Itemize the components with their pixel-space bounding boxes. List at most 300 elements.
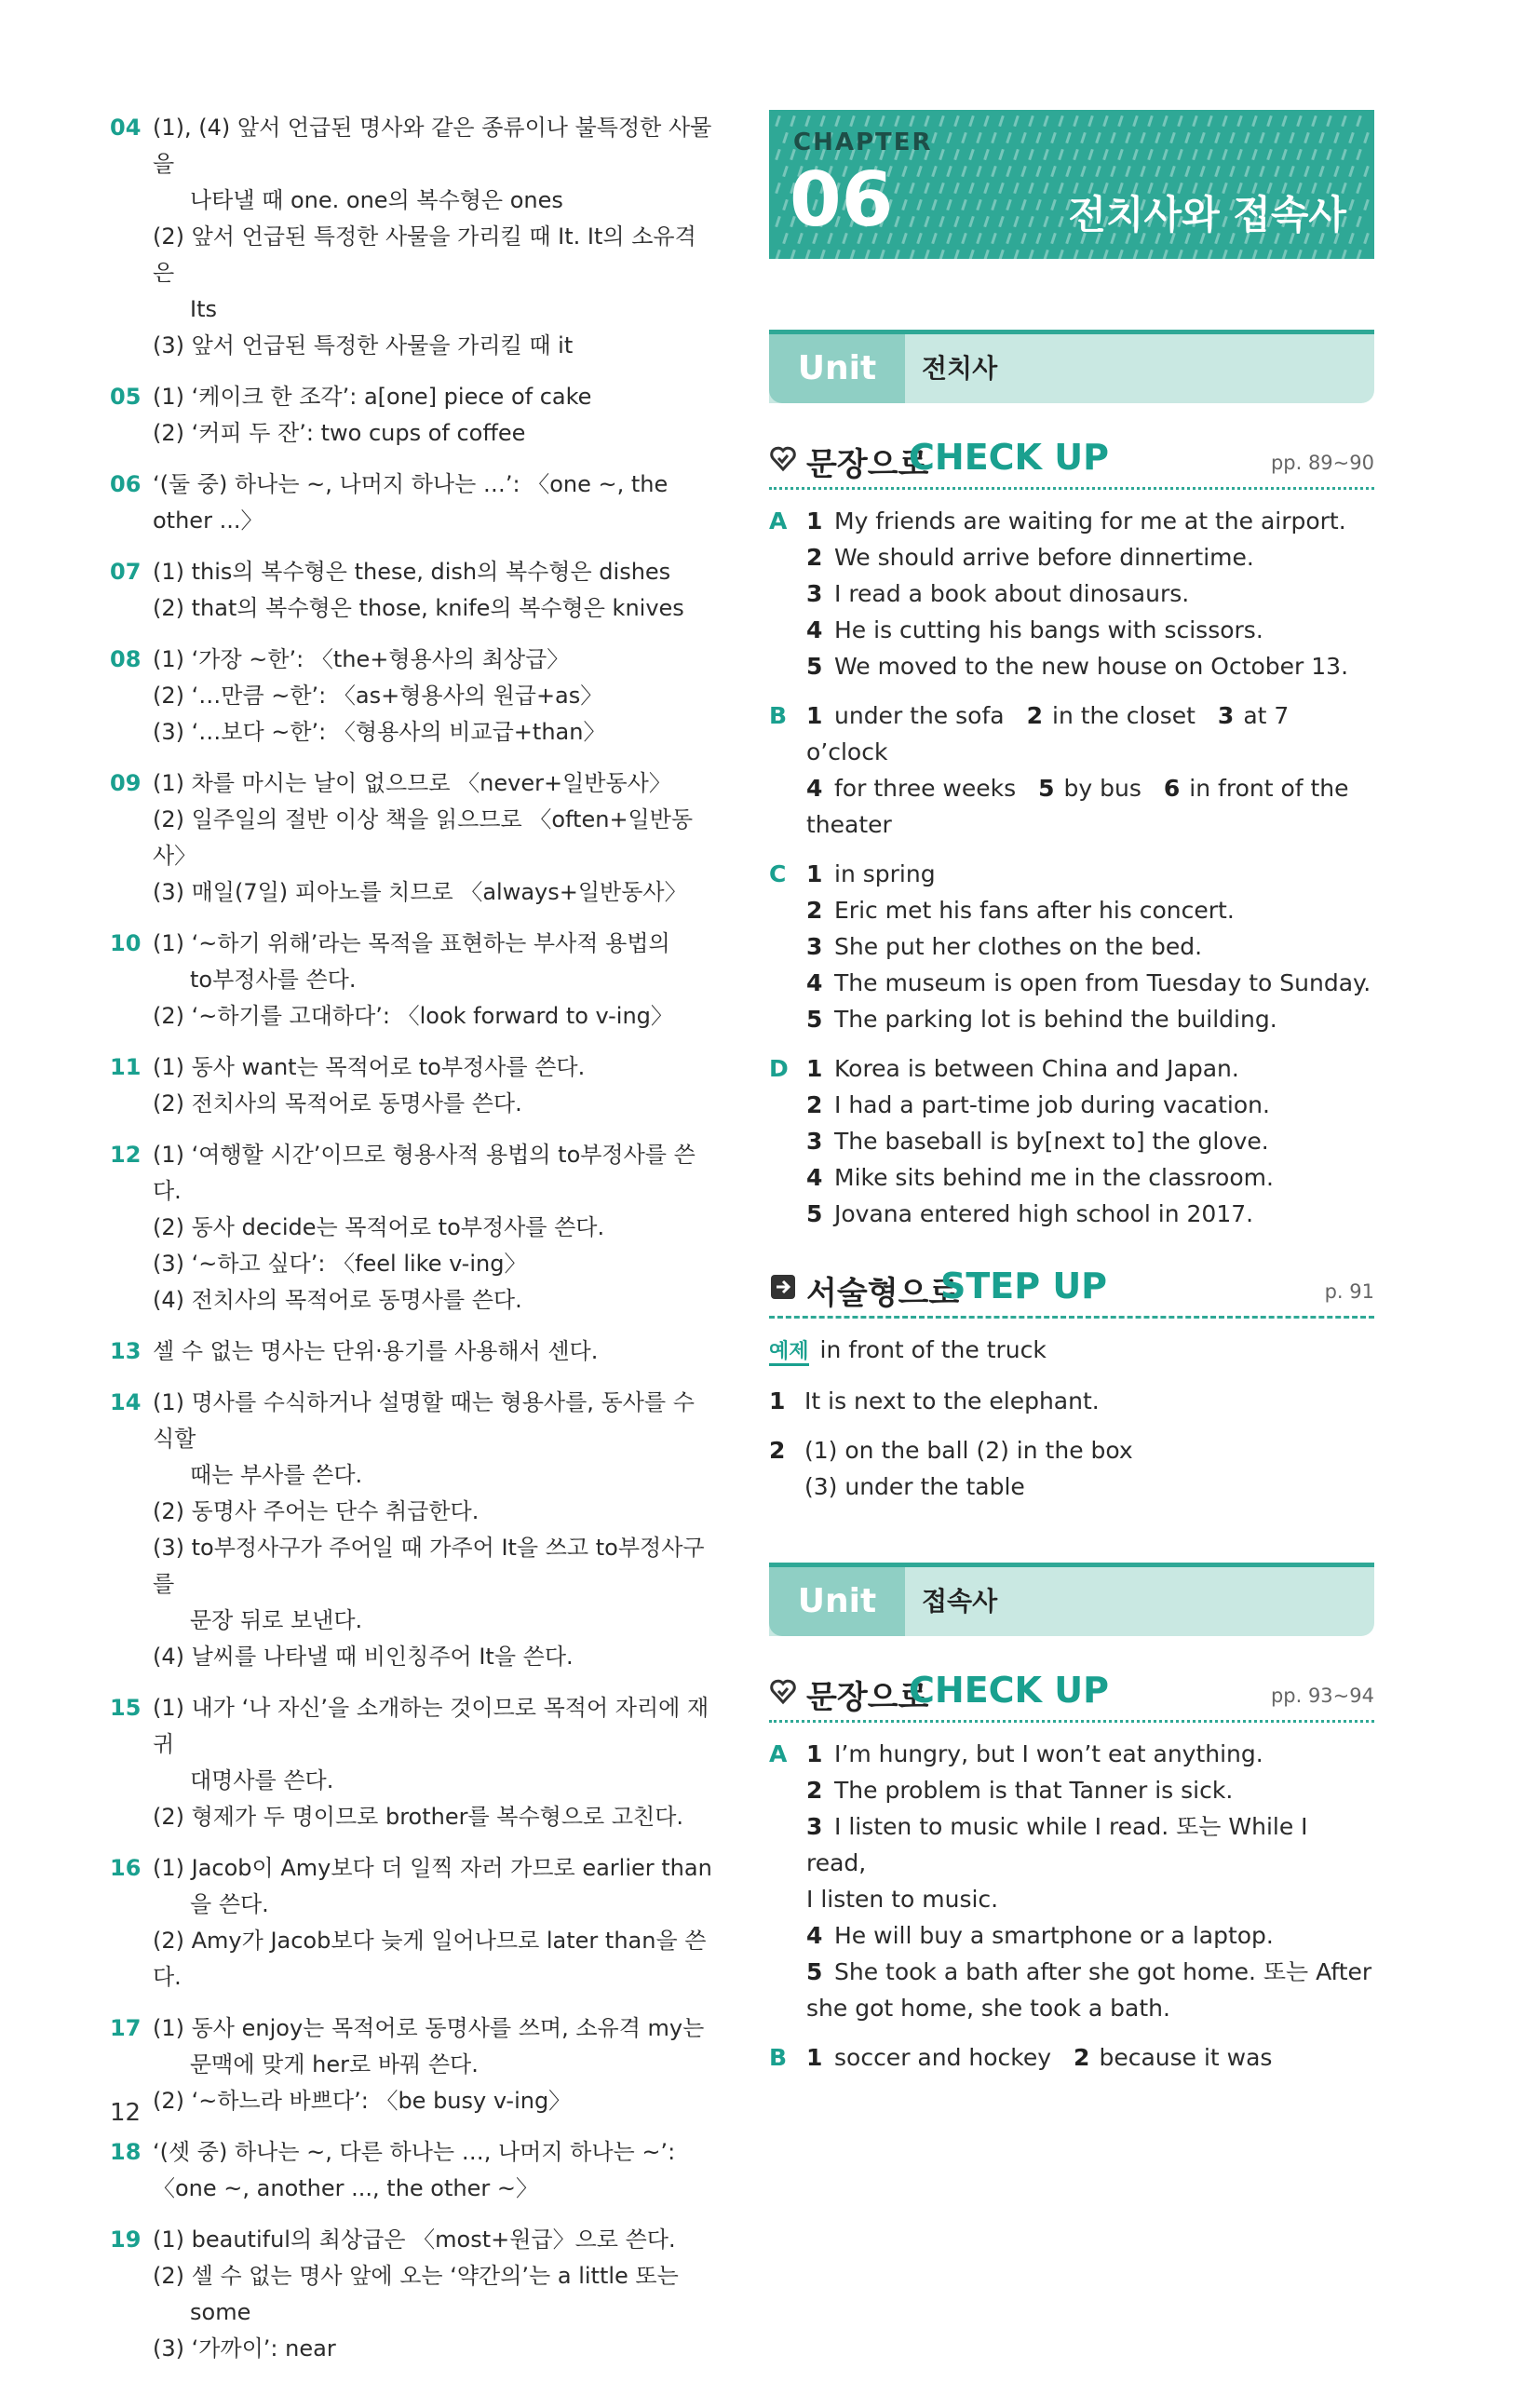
explanation-line: 대명사를 쓴다.	[190, 1767, 334, 1793]
banner-pattern-mark	[1020, 132, 1027, 143]
banner-pattern-mark	[1356, 216, 1362, 227]
explanation-line: (3) 앞서 언급된 특정한 사물을 가리킬 때 it	[153, 332, 574, 359]
chapter-label: CHAPTER	[793, 129, 933, 156]
banner-pattern-mark	[1348, 199, 1355, 210]
explanation-line: 을 쓴다.	[190, 1891, 269, 1917]
banner-pattern-mark	[1363, 166, 1370, 177]
banner-pattern-mark	[1102, 115, 1109, 127]
banner-pattern-mark	[939, 183, 945, 194]
banner-pattern-mark	[991, 166, 997, 177]
banner-pattern-mark	[1214, 166, 1221, 177]
banner-pattern-mark	[1155, 166, 1161, 177]
banner-pattern-mark	[1356, 250, 1362, 259]
banner-pattern-mark	[1222, 115, 1228, 127]
banner-pattern-mark	[775, 250, 781, 259]
answer-group-B	[769, 2039, 1374, 2076]
banner-pattern-mark	[909, 216, 915, 227]
banner-pattern-mark	[1266, 149, 1273, 160]
explanation-item	[110, 1049, 715, 1122]
answer-line: she got home, she took a bath.	[806, 1995, 1170, 2022]
explanation-line: (1) 내가 ‘나 자신’을 소개하는 것이므로 목적어 자리에 재귀	[153, 1695, 709, 1757]
unit-01-header	[769, 330, 1374, 456]
explanation-line: ‘(둘 중) 하나는 ~, 나머지 하나는 …’: 〈one ~, the other ...〉	[153, 471, 669, 534]
banner-pattern-mark	[804, 250, 811, 259]
answer-line: 1 soccer and hockey 2 because it was	[806, 2044, 1273, 2071]
banner-pattern-mark	[983, 115, 990, 127]
banner-pattern-mark	[1192, 149, 1198, 160]
banner-pattern-mark	[804, 115, 811, 127]
explanation-item	[110, 1137, 715, 1319]
explanation-line: (3) to부정사구가 주어일 때 가주어 It을 쓰고 to부정사구를	[153, 1535, 705, 1597]
banner-pattern-mark	[1028, 216, 1034, 227]
banner-pattern-mark	[782, 199, 789, 210]
banner-pattern-mark	[946, 132, 952, 143]
banner-pattern-mark	[1356, 115, 1362, 127]
explanation-line: (2) ‘…만큼 ~한’: 〈as+형용사의 원급+as〉	[153, 683, 603, 709]
banner-pattern-mark	[1125, 132, 1131, 143]
banner-pattern-mark	[901, 199, 908, 210]
banner-pattern-mark	[782, 233, 789, 244]
banner-pattern-mark	[1222, 149, 1228, 160]
banner-pattern-mark	[1132, 149, 1139, 160]
banner-pattern-mark	[931, 166, 938, 177]
question-number: 17	[110, 2015, 142, 2041]
group-label: B	[769, 702, 788, 729]
banner-pattern-mark	[1147, 250, 1154, 259]
banner-pattern-mark	[946, 166, 952, 177]
check-up-header	[769, 431, 1374, 490]
step-up-header	[769, 1260, 1374, 1319]
unit-tag: Unit 02	[769, 1567, 905, 1636]
banner-pattern-mark	[894, 216, 900, 227]
unit-01-answers	[769, 503, 1374, 1232]
banner-pattern-mark	[991, 199, 997, 210]
banner-pattern-mark	[1006, 233, 1012, 244]
banner-pattern-mark	[1289, 132, 1295, 143]
banner-pattern-mark	[1132, 115, 1139, 127]
page-reference: pp. 89~90	[1270, 452, 1374, 474]
banner-pattern-mark	[819, 250, 826, 259]
banner-pattern-mark	[968, 216, 975, 227]
question-number: 18	[110, 2139, 142, 2165]
section-kr-title: 문장으로	[806, 1679, 929, 1716]
explanation-line: 셀 수 없는 명사는 단위·용기를 사용해서 센다.	[153, 1338, 599, 1364]
banner-pattern-mark	[819, 115, 826, 127]
explanation-line: (3) ‘가까이’: near	[153, 2335, 336, 2362]
banner-pattern-mark	[1169, 166, 1176, 177]
banner-pattern-mark	[983, 149, 990, 160]
banner-pattern-mark	[1296, 115, 1303, 127]
banner-pattern-mark	[1244, 132, 1250, 143]
banner-pattern-mark	[1177, 115, 1183, 127]
explanation-line: (1) this의 복수형은 these, dish의 복수형은 dishes	[153, 559, 671, 585]
banner-pattern-mark	[1266, 250, 1273, 259]
answer-line: 1 under the sofa 2 in the closet 3 at 7 o’clock	[806, 702, 1290, 765]
explanation-line: some	[190, 2299, 251, 2325]
answer-line: 3 I read a book about dinosaurs.	[806, 580, 1190, 607]
banner-pattern-mark	[864, 250, 871, 259]
explanation-line: (2) 일주일의 절반 이상 책을 읽으므로 〈often+일반동사〉	[153, 806, 694, 869]
banner-pattern-mark	[1035, 199, 1042, 210]
check-up-header	[769, 1664, 1374, 1723]
answer-group-A	[769, 503, 1374, 684]
banner-pattern-mark	[939, 115, 945, 127]
explanation-line: (4) 날씨를 나타낼 때 비인칭주어 It을 쓴다.	[153, 1644, 574, 1670]
banner-pattern-mark	[976, 132, 982, 143]
banner-pattern-mark	[782, 166, 789, 177]
explanation-item	[110, 2134, 715, 2207]
banner-pattern-mark	[1050, 166, 1057, 177]
question-number: 09	[110, 770, 142, 796]
explanation-line: to부정사를 쓴다.	[190, 967, 357, 993]
banner-pattern-mark	[1117, 250, 1124, 259]
left-column	[110, 110, 715, 2382]
banner-pattern-mark	[1102, 250, 1109, 259]
example-text: in front of the truck	[819, 1336, 1047, 1363]
banner-pattern-mark	[1110, 132, 1116, 143]
answer-line: 5 Jovana entered high school in 2017.	[806, 1200, 1254, 1227]
banner-pattern-mark	[1155, 132, 1161, 143]
banner-pattern-mark	[1087, 149, 1094, 160]
answer-line: theater	[806, 811, 892, 838]
explanation-line: (2) 셀 수 없는 명사 앞에 오는 ‘약간의’는 a little 또는	[153, 2263, 679, 2289]
page-reference: p. 91	[1324, 1280, 1374, 1303]
banner-pattern-mark	[1006, 199, 1012, 210]
question-number: 10	[110, 930, 142, 956]
explanation-line: (1) 명사를 수식하거나 설명할 때는 형용사를, 동사를 수식할	[153, 1389, 695, 1452]
banner-pattern-mark	[1356, 149, 1362, 160]
banner-pattern-mark	[1065, 132, 1072, 143]
banner-pattern-mark	[879, 115, 885, 127]
banner-pattern-mark	[961, 166, 967, 177]
answer-line: 1 My friends are waiting for me at the airport.	[806, 508, 1346, 535]
banner-pattern-mark	[1348, 132, 1355, 143]
banner-pattern-mark	[1013, 149, 1020, 160]
banner-pattern-mark	[1028, 115, 1034, 127]
answer-group-C	[769, 856, 1374, 1037]
banner-pattern-mark	[909, 115, 915, 127]
question-number: 16	[110, 1855, 142, 1881]
banner-pattern-mark	[1058, 149, 1064, 160]
banner-pattern-mark	[1095, 132, 1101, 143]
answer-line: 2 We should arrive before dinnertime.	[806, 544, 1254, 571]
section-en-title: CHECK UP	[909, 437, 1109, 478]
banner-pattern-mark	[775, 149, 781, 160]
explanation-line: (1) ‘가장 ~한’: 〈the+형용사의 최상급〉	[153, 646, 570, 672]
banner-pattern-mark	[1013, 115, 1020, 127]
banner-pattern-mark	[894, 250, 900, 259]
banner-pattern-mark	[909, 250, 915, 259]
banner-pattern-mark	[968, 149, 975, 160]
banner-pattern-mark	[1251, 115, 1258, 127]
banner-pattern-mark	[864, 115, 871, 127]
explanation-item	[110, 1385, 715, 1675]
banner-pattern-mark	[1102, 149, 1109, 160]
banner-pattern-mark	[961, 199, 967, 210]
banner-pattern-mark	[1222, 250, 1228, 259]
banner-pattern-mark	[1080, 166, 1087, 177]
heart-check-icon	[769, 444, 797, 472]
answer-line: I listen to music.	[806, 1886, 999, 1913]
banner-pattern-mark	[1184, 166, 1191, 177]
group-label: C	[769, 860, 787, 887]
banner-pattern-mark	[968, 115, 975, 127]
explanation-line: (1) 동사 enjoy는 목적어로 동명사를 쓰며, 소유격 my는	[153, 2015, 705, 2041]
banner-pattern-mark	[1266, 115, 1273, 127]
banner-pattern-mark	[1020, 166, 1027, 177]
banner-pattern-mark	[1236, 250, 1243, 259]
banner-pattern-mark	[1236, 115, 1243, 127]
explanation-line: Its	[190, 296, 217, 322]
banner-pattern-mark	[1333, 132, 1340, 143]
banner-pattern-mark	[1356, 183, 1362, 194]
explanation-item	[110, 926, 715, 1035]
banner-pattern-mark	[1311, 250, 1317, 259]
answer-line: 4 The museum is open from Tuesday to Sunday.	[806, 969, 1371, 996]
banner-pattern-mark	[1050, 233, 1057, 244]
banner-pattern-mark	[1087, 115, 1094, 127]
banner-pattern-mark	[1080, 132, 1087, 143]
explanation-line: (1) ‘케이크 한 조각’: a[one] piece of cake	[153, 384, 592, 410]
banner-pattern-mark	[961, 233, 967, 244]
banner-pattern-mark	[1013, 216, 1020, 227]
banner-pattern-mark	[1028, 183, 1034, 194]
banner-pattern-mark	[1296, 149, 1303, 160]
banner-pattern-mark	[1326, 149, 1332, 160]
banner-pattern-mark	[790, 250, 796, 259]
banner-pattern-mark	[1311, 115, 1317, 127]
banner-pattern-mark	[1110, 166, 1116, 177]
banner-pattern-mark	[1236, 149, 1243, 160]
banner-pattern-mark	[1043, 183, 1049, 194]
banner-pattern-mark	[953, 115, 960, 127]
banner-pattern-mark	[1013, 250, 1020, 259]
banner-pattern-mark	[894, 183, 900, 194]
banner-pattern-mark	[879, 250, 885, 259]
banner-pattern-mark	[775, 115, 781, 127]
banner-pattern-mark	[998, 115, 1005, 127]
banner-pattern-mark	[1229, 166, 1236, 177]
answer-line: 3 The baseball is by[next to] the glove.	[806, 1128, 1269, 1155]
explanation-line: ‘(셋 중) 하나는 ~, 다른 하나는 …, 나머지 하나는 ~’:	[153, 2139, 676, 2165]
banner-pattern-mark	[924, 216, 930, 227]
chapter-title: 전치사와 접속사	[1068, 192, 1346, 237]
explanation-line: 〈one ~, another ..., the other ~〉	[153, 2175, 538, 2201]
banner-pattern-mark	[1311, 149, 1317, 160]
banner-pattern-mark	[1132, 250, 1139, 259]
banner-pattern-mark	[931, 199, 938, 210]
banner-pattern-mark	[1028, 250, 1034, 259]
question-number: 15	[110, 1695, 142, 1721]
group-label: B	[769, 2044, 788, 2071]
banner-pattern-mark	[931, 233, 938, 244]
right-column	[769, 110, 1374, 2076]
answer-line: 2 The problem is that Tanner is sick.	[806, 1777, 1234, 1804]
explanation-line: (1) 차를 마시는 날이 없으므로 〈never+일반동사〉	[153, 770, 671, 796]
banner-pattern-mark	[961, 132, 967, 143]
banner-pattern-mark	[1348, 166, 1355, 177]
banner-pattern-mark	[1065, 166, 1072, 177]
banner-pattern-mark	[1289, 166, 1295, 177]
explanation-item	[110, 1690, 715, 1835]
question-number: 07	[110, 559, 142, 585]
banner-pattern-mark	[1318, 132, 1325, 143]
explanation-line: 문맥에 맞게 her로 바꿔 쓴다.	[190, 2051, 479, 2077]
question-number: 12	[110, 1142, 142, 1168]
explanation-item	[110, 1850, 715, 1996]
banner-pattern-mark	[1095, 166, 1101, 177]
banner-pattern-mark	[1043, 149, 1049, 160]
banner-pattern-mark	[1020, 199, 1027, 210]
banner-pattern-mark	[1043, 250, 1049, 259]
section-kr-title: 서술형으로	[806, 1275, 960, 1312]
heart-check-icon	[769, 1677, 797, 1705]
banner-pattern-mark	[1326, 250, 1332, 259]
banner-pattern-mark	[849, 250, 856, 259]
banner-pattern-mark	[916, 199, 923, 210]
banner-pattern-mark	[1058, 115, 1064, 127]
banner-pattern-mark	[1020, 233, 1027, 244]
banner-pattern-mark	[983, 183, 990, 194]
banner-pattern-mark	[916, 166, 923, 177]
answer-line: 4 He is cutting his bangs with scissors.	[806, 616, 1263, 643]
banner-pattern-mark	[901, 233, 908, 244]
banner-pattern-mark	[1035, 233, 1042, 244]
banner-pattern-mark	[939, 149, 945, 160]
banner-pattern-mark	[1050, 199, 1057, 210]
banner-pattern-mark	[1259, 132, 1265, 143]
question-number: 19	[110, 2226, 142, 2253]
banner-pattern-mark	[1058, 183, 1064, 194]
banner-pattern-mark	[1207, 250, 1213, 259]
banner-pattern-mark	[775, 216, 781, 227]
group-label: D	[769, 1055, 789, 1082]
banner-pattern-mark	[1050, 132, 1057, 143]
banner-pattern-mark	[998, 216, 1005, 227]
answer-line: 1 in spring	[806, 860, 936, 887]
answer-line: 4 He will buy a smartphone or a laptop.	[806, 1922, 1274, 1949]
explanation-line: (2) ‘커피 두 잔’: two cups of coffee	[153, 420, 526, 446]
explanation-line: 때는 부사를 쓴다.	[190, 1462, 363, 1488]
explanation-item	[110, 1333, 715, 1370]
chapter-banner	[769, 110, 1374, 259]
explanation-line: (1), (4) 앞서 언급된 명사와 같은 종류이나 불특정한 사물을	[153, 115, 712, 177]
question-number: 11	[110, 1054, 142, 1080]
banner-pattern-mark	[1162, 115, 1169, 127]
banner-pattern-mark	[1281, 250, 1288, 259]
step-answer-2: 2 (1) on the ball (2) in the box (3) under the table	[769, 1437, 1133, 1500]
banner-pattern-mark	[998, 149, 1005, 160]
banner-pattern-mark	[1318, 166, 1325, 177]
banner-pattern-mark	[901, 166, 908, 177]
answer-group-A	[769, 1736, 1374, 2026]
banner-pattern-mark	[1333, 166, 1340, 177]
banner-pattern-mark	[1028, 149, 1034, 160]
banner-pattern-mark	[1274, 132, 1280, 143]
banner-pattern-mark	[953, 149, 960, 160]
banner-pattern-mark	[983, 250, 990, 259]
banner-pattern-mark	[894, 115, 900, 127]
answer-group-B	[769, 697, 1374, 843]
example-label: 예제	[769, 1340, 809, 1366]
banner-pattern-mark	[1058, 250, 1064, 259]
explanation-line: (2) Amy가 Jacob보다 늦게 일어나므로 later than을 쓴다.	[153, 1928, 707, 1990]
explanation-item	[110, 379, 715, 452]
banner-pattern-mark	[790, 115, 796, 127]
explanation-item	[110, 554, 715, 627]
banner-pattern-mark	[834, 250, 841, 259]
explanation-line: (1) ‘~하기 위해’라는 목적을 표현하는 부사적 용법의	[153, 930, 670, 956]
banner-pattern-mark	[1043, 115, 1049, 127]
banner-pattern-mark	[968, 183, 975, 194]
section-en-title: STEP UP	[940, 1265, 1108, 1306]
banner-pattern-mark	[953, 216, 960, 227]
banner-pattern-mark	[1304, 132, 1310, 143]
explanation-line: 나타낼 때 one. one의 복수형은 ones	[190, 187, 563, 213]
banner-pattern-mark	[1073, 250, 1079, 259]
banner-pattern-mark	[1199, 166, 1206, 177]
explanation-line: (2) 전치사의 목적어로 동명사를 쓴다.	[153, 1090, 522, 1117]
banner-pattern-mark	[1348, 233, 1355, 244]
banner-pattern-mark	[1073, 115, 1079, 127]
banner-pattern-mark	[1192, 250, 1198, 259]
banner-pattern-mark	[1363, 233, 1370, 244]
unit-title: 접속사	[922, 1586, 998, 1617]
banner-pattern-mark	[849, 115, 856, 127]
page-number: 12	[110, 2099, 142, 2127]
banner-pattern-mark	[909, 183, 915, 194]
banner-pattern-mark	[976, 233, 982, 244]
banner-pattern-mark	[1140, 132, 1146, 143]
explanation-item	[110, 2010, 715, 2119]
banner-pattern-mark	[1117, 149, 1124, 160]
banner-pattern-mark	[1162, 250, 1169, 259]
answer-line: 4 Mike sits behind me in the classroom.	[806, 1164, 1274, 1191]
answer-group-D	[769, 1050, 1374, 1232]
banner-pattern-mark	[1013, 183, 1020, 194]
explanation-line: (1) 동사 want는 목적어로 to부정사를 쓴다.	[153, 1054, 586, 1080]
example-answer	[769, 1332, 1374, 1370]
question-number: 13	[110, 1338, 142, 1364]
banner-pattern-mark	[946, 233, 952, 244]
unit-02-header	[769, 1563, 1374, 1689]
question-number: 06	[110, 471, 142, 497]
explanation-line: 문장 뒤로 보낸다.	[190, 1607, 363, 1633]
banner-pattern-mark	[953, 183, 960, 194]
banner-pattern-mark	[1192, 115, 1198, 127]
explanation-line: (1) Jacob이 Amy보다 더 일찍 자러 가므로 earlier than	[153, 1855, 712, 1881]
pencil-box-icon	[769, 1273, 797, 1301]
step-answer-1: 1 It is next to the elephant.	[769, 1387, 1100, 1414]
banner-pattern-mark	[1199, 132, 1206, 143]
banner-pattern-mark	[991, 233, 997, 244]
explanation-item	[110, 110, 715, 364]
answer-line: 2 I had a part-time job during vacation.	[806, 1091, 1270, 1118]
question-number: 04	[110, 115, 142, 141]
group-label: A	[769, 508, 788, 535]
banner-pattern-mark	[1184, 132, 1191, 143]
banner-pattern-mark	[1259, 166, 1265, 177]
banner-pattern-mark	[1251, 149, 1258, 160]
answer-line: 3 I listen to music while I read. 또는 While I read,	[806, 1813, 1308, 1876]
banner-pattern-mark	[1341, 115, 1347, 127]
explanation-line: (2) that의 복수형은 those, knife의 복수형은 knives	[153, 595, 684, 621]
unit-title: 전치사	[922, 353, 998, 384]
banner-pattern-mark	[976, 166, 982, 177]
explanation-item	[110, 642, 715, 751]
banner-pattern-mark	[1006, 166, 1012, 177]
banner-pattern-mark	[1214, 132, 1221, 143]
